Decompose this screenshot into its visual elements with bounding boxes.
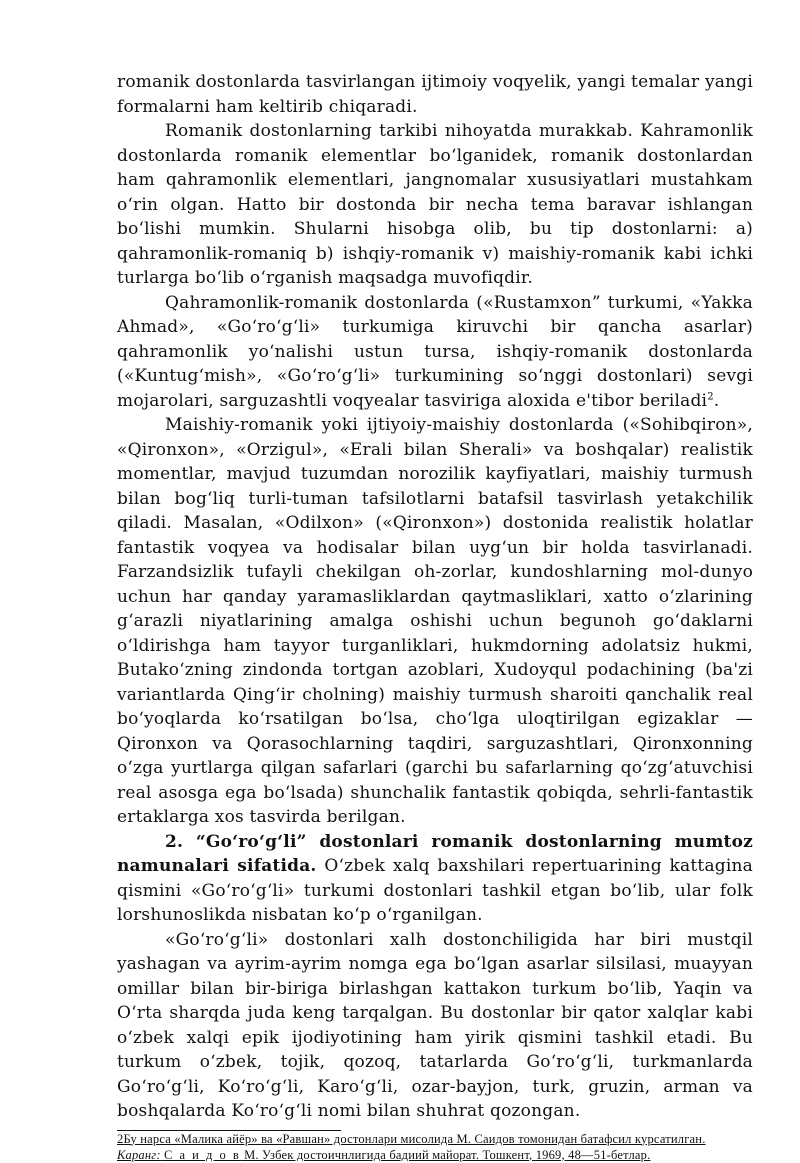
paragraph-5 (117, 830, 753, 928)
footnote-ref[interactable]: 2 (707, 390, 714, 402)
paragraph-1: romanik dostonlarda tasvirlangan ijtimoiy voqyelik, yangi temalar yangi formalarni ham keltirib chiqaradi. (117, 72, 753, 117)
paragraph-3-period: . (713, 390, 720, 411)
section-heading: 2. “Go‘ro‘g‘li” dostonlari romanik dostonlarning mumtoz namunalari sifatida. (117, 831, 753, 876)
paragraph-6: «Go‘ro‘g‘li» dostonlari xalh dostonchiligida har biri mustqil yashagan va ayrim-ayrim nomga ega bo‘lgan asarlar silsilasi, muayyan omillar bilan bir-biriga birlashgan kattakon turkum bo‘lib, Yaqin va O‘rta sharqda juda keng tarqalgan. Bu dostonlar bir qator xalqlar kabi o‘zbek xalqi epik ijodiyotining ham yirik qismini tashkil etadi. Bu turkum o‘zbek, tojik, qozoq, tatarlarda Go‘ro‘g‘li, turkmanlarda Go‘ro‘g‘li, Ko‘ro‘g‘li, Karo‘g‘li, ozar-bayjon, turk, gruzin, arman va boshqalarda Ko‘ro‘g‘li nomi bilan shuhrat qozongan. (117, 929, 753, 1121)
footnote-text-1: Бу нарса «Малика айёр» ва «Равшан» достонлари мисолида М. Саидов томонидан батафсил курсатилган. (123, 1131, 706, 1146)
footnote-text-2: М. Узбек достоичнлигида бадиий майорат. Тошкент, 1969, 48—51-бетлар. (240, 1147, 651, 1162)
paragraph-3-text: Qahramonlik-romanik dostonlarda («Rustamxon” turkumi, «Yakka Ahmad», «Go‘ro‘g‘li» turkumiga kiruvchi bir qancha asarlar) qahramonlik yo‘nalishi ustun tursa, ishqiy-romanik dostonlarda («Kuntug‘mish», «Go‘ro‘g‘li» turkumining so‘nggi dostonlari) sevgi mojarolari, sarguzashtli voqyealar tasviriga aloxida e'tibor beriladi (117, 292, 753, 411)
footnote-number: 2 (117, 1131, 124, 1146)
footnote-line-2 (117, 1147, 753, 1163)
footnote-author: С а и д о в (164, 1147, 241, 1162)
document-page (117, 70, 753, 1163)
paragraph-3 (117, 291, 753, 414)
paragraph-2: Romanik dostonlarning tarkibi nihoyatda murakkab. Kahramonlik dostonlarda romanik elementlar bo‘lganidek, romanik dostonlardan ham qahramonlik elementlari, jangnomalar xususiyatlari mustahkam o‘rin olgan. Hatto bir dostonda bir necha tema baravar ishlangan bo‘lishi mumkin. Shularni hisobga olib, bu tip dostonlarni: a) qahramonlik-romaniq b) ishqiy-romanik v) maishiy-romanik kabi ichki turlarga bo‘lib o‘rganish maqsadga muvofiqdir. (117, 121, 753, 288)
paragraph-4: Maishiy-romanik yoki ijtiyoiy-maishiy dostonlarda («Sohibqiron», «Qironxon», «Orzigul», «Erali bilan Sherali» va boshqalar) realistik momentlar, mavjud tuzumdan norozilik kayfiyatlari, maishiy turmush bilan bog‘liq turli-tuman tafsilotlarni batafsil tasvirlash yetakchilik qiladi. Masalan, «Odilxon» («Qironxon») dostonida realistik holatlar fantastik voqyea va hodisalar bilan uyg‘un bir holda tasvirlanadi. Farzandsizlik tufayli chekilgan oh-zorlar, kundoshlarning mol-dunyo uchun har qanday yaramasliklardan qaytmasliklari, xatto o‘zlarining g‘arazli niyatlarining amalga oshishi uchun begunoh go‘daklarni o‘ldirishga ham tayyor turganliklari, hukmdorning adolatsiz hukmi, Butako‘zning zindonda tortgan azoblari, Xudoyqul podachining (ba'zi variantlarda Qing‘ir cholning) maishiy turmush sharoiti qanchalik real bo‘yoqlarda ko‘rsatilgan bo‘lsa, cho‘lga uloqtirilgan egizaklar — Qironxon va Qorasochlarning taqdiri, sarguzashtlari, Qironxonning o‘zga yurtlarga qilgan safarlari (garchi bu safarlarning qo‘zg‘atuvchisi real asosga ega bo‘lsada) shunchalik fantastik qobiqda, sehrli-fantastik ertaklarga xos tasvirda berilgan. (117, 415, 753, 827)
paragraph-5-text: O‘zbek xalq baxshilari repertuarining kattagina qismini «Go‘ro‘g‘li» turkumi dostonlari tashkil etgan bo‘lib, ular folk lorshunoslikda nisbatan ko‘p o‘rganilgan. (117, 856, 753, 925)
footnote-see-label: Каранг: (117, 1147, 161, 1162)
footnote-line-1 (117, 1131, 753, 1147)
